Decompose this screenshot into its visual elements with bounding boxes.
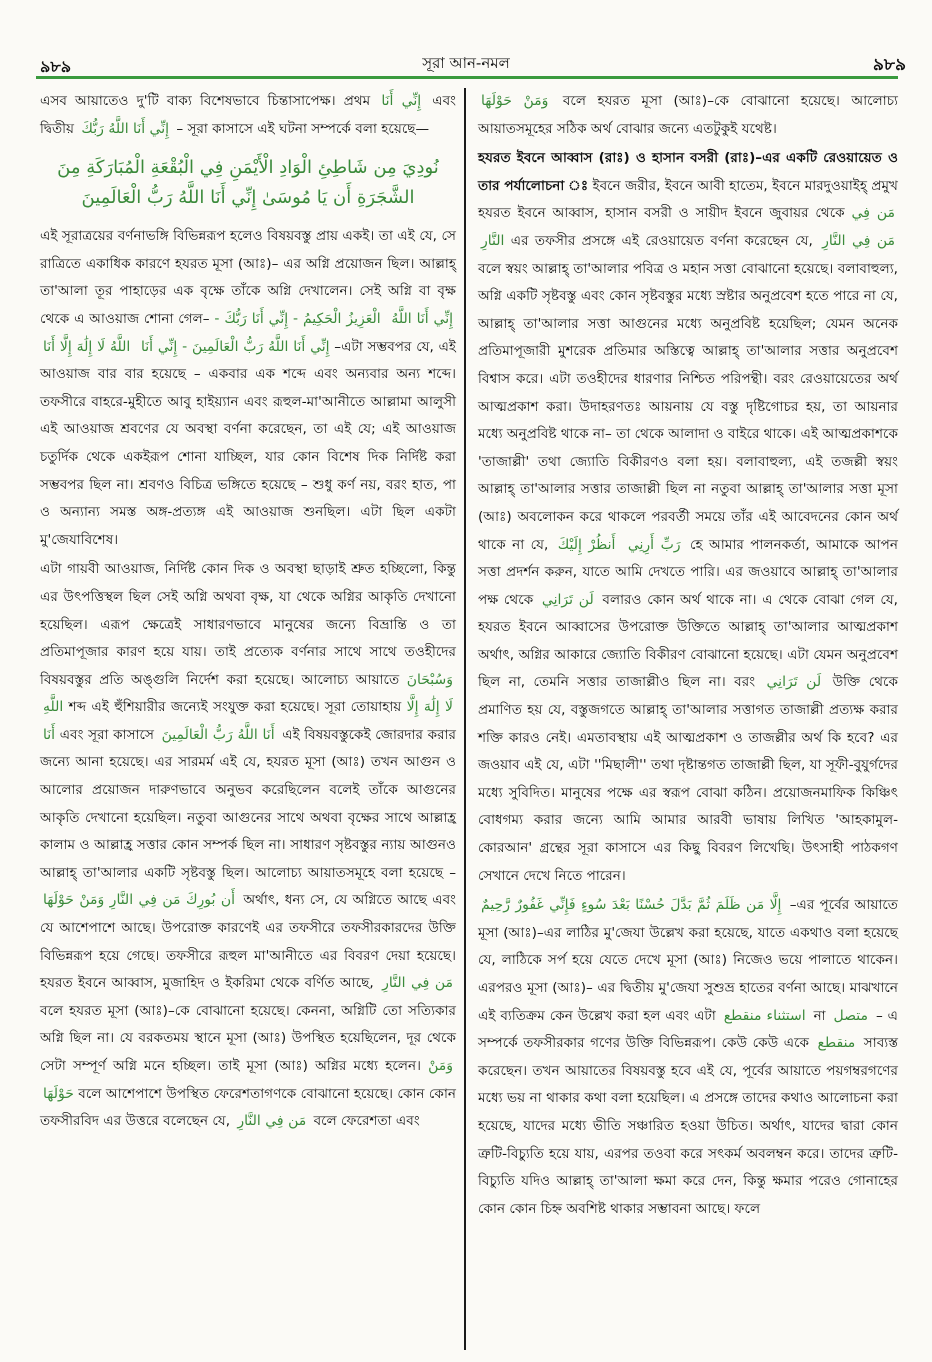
quran-verse <box>40 153 456 213</box>
arabic-text: مَن فِي النَّارِ <box>481 205 896 249</box>
arabic-text: أَنظُرْ إِلَيْكَ <box>557 536 616 553</box>
text: – এ সম্পর্কে তফসীরকার গণের উক্তি বিভিন্নরূপ। কেউ কেউ একে <box>478 1007 898 1052</box>
text: অর্থাৎ, ধন্য সে, যে অগ্নিতে আছে এবং যে আশেপাশে আছে। উপরোক্ত কারণেই এর তফসীরে তফসীরকারদের উক্তি বিভিন্নরূপ হয়ে গেছে। তফসীরে রূহুল মা'আনীতে এর বিবরণ দেয়া হয়েছে। হযরত ইবনে আব্বাস, মুজাহিদ ও ইকরিমা থেকে বর্ণিত আছে, <box>40 892 456 992</box>
right-column <box>478 88 898 1225</box>
arabic-text: أَنَا اللَّهُ رَبُّ الْعَالَمِينَ <box>161 726 275 743</box>
text: বলারও কোন অর্থ থাকে না। এ থেকে বোঝা গেল যে, হযরত ইবনে আব্বাসের উপরোক্ত উক্তিতে আল্লাহ্ তা'আলার আত্মপ্রকাশ অর্থাৎ, অগ্নির আকারে জ্যোতি বিকীরণ বোঝানো হয়েছে। এটা যেমন অনুপ্রবেশ ছিল না, তেমনি সত্তার তাজাল্লীও ছিল না। বরং <box>478 591 899 691</box>
arabic-text: لَن تَرَانِي <box>541 591 594 608</box>
text: সাব্যস্ত করেছেন। তখন আয়াতের বিষয়বস্তু হবে এই যে, পূর্বের আয়াতে পয়গম্বরগণের মধ্যে ভয় না থাকার কথা বলা হয়েছিল। এ প্রসঙ্গে তাদের কথাও আলোচনা করা হয়েছে, যাদের মধ্যে ভীতি সঞ্চারিত হওয়া উচিত। অর্থাৎ, যাদের দ্বারা কোন ত্রুটি-বিচ্যুতি হয়ে যায়, এরপর তওবা করে সৎকর্ম অবলম্বন করে। তাদের ত্রুটি-বিচ্যুতি যদিও আল্লাহ্ তা'আলা ক্ষমা করে দেন, কিন্তু ক্ষমার পরেও গোনাহের কোন কোন চিহ্ন অবশিষ্ট থাকার সম্ভাবনা আছে। ফলে <box>478 1035 899 1217</box>
text: এই বিষয়বস্তুকেই জোরদার করার জন্যে আনা হয়েছে। এর সারমর্ম এই যে, হযরত মূসা (আঃ) তখন আগুন ও আলোর প্রয়োজন দারুণভাবে অনুভব করেছিলেন বলেই তাঁকে আগুনের আকৃতি দেখানো হয়েছিল। নতুবা আগুনের সাথে অথবা বৃক্ষের সাথে আল্লাহ্র কালাম ও আল্লাহ্র সত্তার কোন সম্পর্ক ছিল না। সাধারণ সৃষ্টবস্তুর ন্যায় আগুনও আল্লাহ্ তা'আলার একটি সৃষ্টবস্তু ছিল। আলোচ্য আয়াতসমূহে বলা হয়েছে – <box>40 726 456 881</box>
text: এর তফসীর প্রসঙ্গে এই রেওয়ায়েত বর্ণনা করেছেন যে, <box>510 232 813 249</box>
arabic-text: وَمَنْ حَوْلَهَا <box>481 93 549 109</box>
arabic-text: مَن فِي النَّارِ <box>237 1113 307 1130</box>
text: এবং দ্বিতীয় <box>40 93 456 137</box>
arabic-text: مَن فِي النَّارِ <box>382 975 453 992</box>
text: শব্দ এই হুঁশিয়ারীর জন্যেই সংযুক্ত করা হয়েছে। সূরা তোয়াহায় <box>68 699 402 716</box>
text: এবং সূরা কাসাসে <box>59 726 154 743</box>
arabic-text: أَن بُورِكَ مَن فِي النَّارِ وَمَنْ حَوْلَهَا <box>43 892 235 909</box>
text: এই সূরাত্রয়ের বর্ণনাভঙ্গি বিভিন্নরূপ হলেও বিষয়বস্তু প্রায় একই। তা এই যে, সে রাত্রিতে একাধিক কারণে হযরত মূসা (আঃ)– এর অগ্নি প্রয়োজন ছিল। আল্লাহ্ তা'আলা তূর পাহাড়ের এক বৃক্ষে তাঁকে অগ্নি দেখালেন। সেই অগ্নি বা বৃক্ষ থেকে এ আওয়াজ শোনা গেল– <box>40 228 456 327</box>
text: বলে আশেপাশে উপস্থিত ফেরেশতাগণকে বোঝানো হয়েছে। কোন কোন তফসীরবিদ এর উত্তরে বলেছেন যে, <box>40 1085 456 1130</box>
arabic-text: منقطع <box>817 1035 856 1052</box>
arabic-text: إِنِّي أَنَا اللَّهُ رَبُّكَ <box>81 120 170 137</box>
text: এসব আয়াতেও দু'টি বাক্য বিশেষভাবে চিন্তাসাপেক্ষ। প্রথম <box>40 93 371 109</box>
arabic-text: إِنِّي أَنَا اللَّهُ <box>391 310 453 327</box>
text: বলে হযরত মূসা (আঃ)–কে বোঝানো হয়েছে। কেননা, অগ্নিটি তো সত্যিকার অগ্নি ছিল না। যে বরকতময় স্থানে মূসা (আঃ) উপস্থিত হয়েছিলেন, দূর থেকে সেটা সম্পূর্ণ অগ্নি মনে হচ্ছিল। তাই মূসা (আঃ) অগ্নির মধ্যে হলেন। <box>40 1002 456 1074</box>
arabic-text: وَمَنْ حَوْلَهَا <box>43 1058 453 1102</box>
paragraph <box>40 88 456 143</box>
text: এটা গায়বী আওয়াজ, নির্দিষ্ট কোন দিক ও অবস্থা ছাড়াই শ্রুত হচ্ছিলো, কিন্তু এর উৎপত্তিস্থল ছিল সেই অগ্নি অথবা বৃক্ষ, যা থেকে অগ্নির আকৃতি দেখানো হয়েছিল। এরূপ ক্ষেত্রেই সাধারণভাবে মানুষের জন্যে বিভ্রান্তি ও তা প্রতিমাপূজার কারণ হয়ে যায়। তাই প্রত্যেক বর্ণনার সাথে সাথে তওহীদের বিষয়বস্তুর প্রতি অঙ্গুলি নির্দেশ করা হয়েছে। আলোচ্য আয়াতে <box>40 561 457 688</box>
arabic-text: إِلَّا مَن ظَلَمَ ثُمَّ بَدَّلَ حُسْنًا بَعْدَ سُوءٍ فَإِنِّي غَفُورٌ رَّحِيمٌ <box>481 897 782 914</box>
arabic-text: رَبِّ أَرِنِي <box>627 536 681 553</box>
paragraph <box>40 223 456 554</box>
arabic-text: متصل <box>833 1007 869 1024</box>
page-number-right: ৯৮৯ <box>872 55 906 75</box>
text: না <box>813 1007 826 1024</box>
arabic-text: اللَّهُ لَا إِلَٰهَ إِلَّا أَنَا <box>43 338 131 355</box>
text: বলে হযরত মূসা (আঃ)–কে বোঝানো হয়েছে। আলোচ্য আয়াতসমূহের সঠিক অর্থ বোঝার জন্যে এতটুকুই যথেষ্ট। <box>478 93 898 137</box>
section-heading: হযরত ইবনে আব্বাস (রাঃ) ও হাসান বসরী (রাঃ)–এর একটি রেওয়ায়েত ও তার পর্যালোচনা ঃ <box>478 150 898 194</box>
page-header <box>0 0 932 80</box>
arabic-text: وَسُبْحَانَ اللَّهِ <box>43 671 453 716</box>
arabic-text: إِنِّي أَنَا <box>381 93 422 109</box>
header-rule <box>36 76 898 79</box>
page-number-left: ৯৮৯ <box>40 57 72 76</box>
arabic-text: الْعَزِيزُ الْحَكِيمُ - إِنِّي أَنَا رَبُّكَ - إِنِّي أَنَا اللَّهُ رَبُّ الْعَالَمِينَ - إِنِّي أَنَا <box>140 310 381 355</box>
text: –এটা সম্ভবপর যে, এই আওয়াজ বার বার হয়েছে – একবার এক শব্দে এবং অন্যবার অন্য শব্দে। তফসীরে বাহরে-মুহীতে আবু হাইয়্যান এবং রূহুল-মা'আনীতে আল্লামা আলুসী এই আওয়াজ শ্রবণের যে অবস্থা বর্ণনা করেছেন, তা এই যে; এই আওয়াজ চতুর্দিক থেকে একইরূপ শোনা যাচ্ছিল, যার কোন বিশেষ দিক নির্দিষ্ট করা সম্ভবপর ছিল না। শ্রবণও বিচিত্র ভঙ্গিতে হয়েছে – শুধু কর্ণ নয়, বরং হাত, পা ও অন্যান্য সমস্ত অঙ্গ-প্রত্যঙ্গ এই আওয়াজ শুনছিল। এটা ছিল একটা মু'জেযাবিশেষ। <box>40 338 456 548</box>
verse-line: الشَّجَرَةِ أَن يَا مُوسَىٰ إِنِّي أَنَا اللَّهُ رَبُّ الْعَالَمِينَ <box>81 187 415 209</box>
text: ইবনে জরীর, ইবনে আবী হাতেম, ইবনে মারদুওয়াইহ্ প্রমুখ হযরত ইবনে আব্বাস, হাসান বসরী ও সায়ীদ ইবনে জুবায়র থেকে <box>478 177 898 222</box>
left-column <box>40 88 456 1138</box>
verse-line: نُودِيَ مِن شَاطِئِ الْوَادِ الْأَيْمَنِ فِي الْبُقْعَةِ الْمُبَارَكَةِ مِنَ <box>57 157 439 179</box>
column-divider <box>464 88 466 1350</box>
text: বলে স্বয়ং আল্লাহ্ তা'আলার পবিত্র ও মহান সত্তা বোঝানো হয়েছে। বলাবাহুল্য, অগ্নি একটি সৃষ্টবস্তু এবং কোন সৃষ্টবস্তুর মধ্যে স্রষ্টার অনুপ্রবেশ হতে পারে না যে, আল্লাহ্ তা'আলার সত্তা আগুনের মধ্যে অনুপ্রবিষ্ট হয়েছিল; যেমন অনেক প্রতিমাপূজারী মুশরেক প্রতিমার অস্তিত্বে আল্লাহ্ তা'আলার সত্তার অনুপ্রবেশ বিশ্বাস করে। এটা তওহীদের ধারণার নিশ্চিত পরিপন্থী। বরং রেওয়ায়েতের অর্থ আত্মপ্রকাশ করা। উদাহরণতঃ আয়নায় যে বস্তু দৃষ্টিগোচর হয়, তা আয়নার মধ্যে অনুপ্রবিষ্ট থাকে না– তা থেকে আলাদা ও বাইরে থাকে। এই আত্মপ্রকাশকে 'তাজাল্লী' তথা জ্যোতি বিকীরণও বলা হয়। বলাবাহুল্য, এই তজল্লী স্বয়ং আল্লাহ্ তা'আলার সত্তার তাজাল্লী ছিল না নতুবা আল্লাহ্ তা'আলার সত্তা মূসা (আঃ) অবলোকন করে থাকলে পরবর্তী সময়ে তাঁর এই আবেদনের কোন অর্থ থাকে না যে, <box>478 260 898 553</box>
text: বলে ফেরেশতা এবং <box>313 1113 420 1130</box>
surah-title: সূরা আন-নমল <box>422 54 510 72</box>
arabic-text: استثناء منقطع <box>723 1007 806 1024</box>
text: উক্তি থেকে প্রমাণিত হয় যে, বস্তুজগতে আল্লাহ্ তা'আলার সত্তাগত তাজাল্লী প্রত্যক্ষ করার শক্তি কারও নেই। এমতাবস্থায় এই আত্মপ্রকাশ ও তাজল্লীর অর্থ কি হবে? এর জওয়াব এই যে, এটা ''মিছালী'' তথা দৃষ্টান্তগত তাজাল্লী ছিল, যা সূফী-বুযুর্গদের মধ্যে সুবিদিত। মানুষের পক্ষে এর স্বরূপ বোঝা কঠিন। প্রয়োজনমাফিক কিঞ্চিৎ বোধগম্য করার জন্যে আমি আমার আরবী ভাষায় লিখিত 'আহকামুল-কোরআন' গ্রন্থের সূরা কাসাসে এর কিছু বিবরণ লিখেছি। উৎসাহী পাঠকগণ সেখানে দেখে নিতে পারেন। <box>478 674 898 884</box>
text: – সূরা কাসাসে এই ঘটনা সম্পর্কে বলা হয়েছে— <box>176 120 430 137</box>
text: হে আমার পালনকর্তা, আমাকে আপন সত্তা প্রদর্শন করুন, যাতে আমি দেখতে পারি। এর জওয়াবে আল্লাহ্ তা'আলার পক্ষ থেকে <box>478 536 899 608</box>
paragraph <box>478 88 898 143</box>
paragraph <box>478 145 898 890</box>
paragraph <box>40 556 456 1135</box>
paragraph <box>478 892 898 1223</box>
arabic-text: لَا إِلَٰهَ إِلَّا أَنَا <box>43 699 454 743</box>
arabic-text: لَن تَرَانِي <box>766 674 822 691</box>
arabic-text: مَن فِي النَّارِ <box>822 232 896 249</box>
text: –এর পূর্বের আয়াতে মূসা (আঃ)–এর লাঠির মু'জেযা উল্লেখ করা হয়েছে, যাতে একথাও বলা হয়েছে যে, লাঠিকে সর্প হয়ে যেতে দেখে মূসা (আঃ) নিজেও ভয়ে পালাতে থাকেন। এরপরও মূসা (আঃ)– এর দ্বিতীয় মু'জেযা সুশুভ্র হাতের বর্ণনা আছে। মাঝখানে এই ব্যতিক্রম কেন উল্লেখ করা হল এবং এটা <box>478 897 898 1024</box>
